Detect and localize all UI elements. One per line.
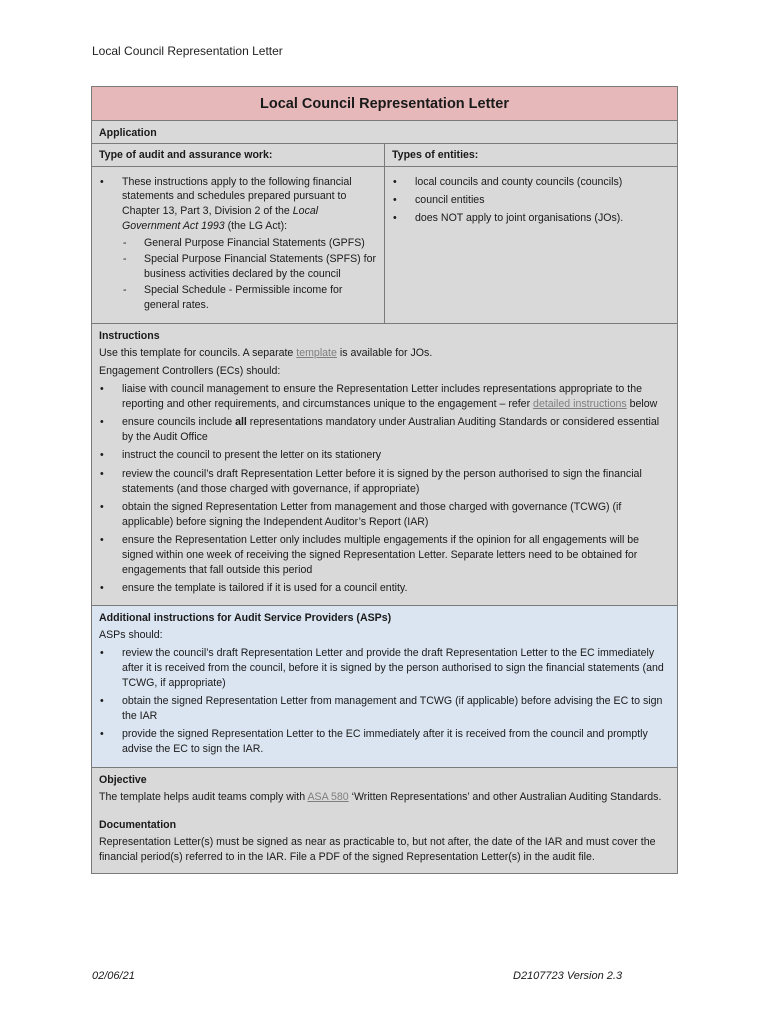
documentation-heading: Documentation	[99, 819, 177, 832]
asa-580-link[interactable]: ASA 580	[307, 790, 349, 803]
footer-date: 02/06/21	[92, 970, 135, 982]
intro-text-end: (the LG Act):	[224, 219, 288, 232]
list-item: • obtain the signed Representation Letter from management and TCWG (if applicable) before advising the EC to sign the IAR	[99, 694, 670, 724]
running-header: Local Council Representation Letter	[92, 44, 283, 58]
objective-text	[92, 790, 677, 805]
list-item: • council entities	[392, 193, 670, 208]
entity-types-body	[385, 167, 677, 236]
intro-text: Use this template for councils. A separate	[99, 347, 297, 360]
audit-work-list	[99, 175, 377, 313]
list-item	[99, 175, 377, 313]
list-item: • ensure the Representation Letter only includes multiple engagements if the opinion for all engagements will be signed within one week of receiving the signed Representation Letter. Separate letters need to be obtained for engagements that fall outside this period	[99, 533, 670, 577]
item-text: ensure councils include	[122, 416, 236, 429]
list-item	[99, 382, 670, 412]
entity-types-column	[385, 143, 677, 323]
list-item: • ensure the template is tailored if it is used for a council entity.	[99, 581, 670, 596]
audit-work-body	[92, 167, 384, 323]
audit-work-heading: Type of audit and assurance work:	[92, 143, 384, 167]
objective-text-start: The template helps audit teams comply with	[99, 790, 308, 803]
instructions-section	[92, 324, 677, 606]
act-name: Local Government Act 1993	[122, 205, 319, 232]
asp-section	[92, 606, 677, 767]
asp-heading: Additional instructions for Audit Service Providers (ASPs)	[99, 612, 392, 625]
application-columns	[92, 143, 677, 323]
list-item: - Special Schedule - Permissible income for general rates.	[122, 283, 377, 313]
ecs-line: Engagement Controllers (ECs) should:	[99, 364, 281, 377]
objective-section	[92, 768, 677, 873]
entity-types-heading: Types of entities:	[385, 143, 677, 167]
jo-template-link[interactable]: template	[296, 347, 337, 360]
asp-intro: ASPs should:	[99, 629, 163, 642]
list-item: • instruct the council to present the letter on its stationery	[99, 448, 670, 463]
document-title: Local Council Representation Letter	[92, 87, 677, 121]
list-item: • local councils and county councils (councils)	[392, 175, 670, 190]
objective-heading: Objective	[99, 773, 147, 786]
documentation-text: Representation Letter(s) must be signed as near as practicable to, but not after, the date of the IAR and must cover the financial period(s) referred to in the IAR. File a PDF of the signed Representation Letter(s) in the audit file.	[99, 836, 656, 864]
item-text-end: representations mandatory under Australian Auditing Standards or considered essential by the Audit Office	[122, 416, 660, 444]
instructions-intro	[92, 346, 677, 361]
item-text: liaise with council management to ensure the Representation Letter includes representations appropriate to the reporting and other requirements, and circumstances unique to the engagement – refer	[122, 383, 642, 411]
application-heading: Application	[99, 127, 157, 139]
footer-version: D2107723 Version 2.3	[513, 970, 623, 982]
ec-instructions-list	[92, 382, 677, 605]
list-item: - Special Purpose Financial Statements (SPFS) for business activities declared by the council	[122, 252, 377, 282]
item-text-end: below	[626, 398, 658, 411]
asp-list	[92, 646, 677, 766]
entity-types-list	[392, 175, 670, 226]
application-section	[92, 121, 677, 324]
emphasis: all	[235, 416, 247, 429]
intro-text: These instructions apply to the following financial statements and schedules prepared pursuant to Chapter 13, Part 3, Division 2 of the	[122, 175, 352, 218]
list-item	[99, 415, 670, 445]
statement-types-list	[122, 236, 377, 313]
instructions-heading: Instructions	[99, 330, 160, 343]
list-item: • does NOT apply to joint organisations (JOs).	[392, 211, 670, 226]
detailed-instructions-link[interactable]: detailed instructions	[533, 398, 627, 411]
instruction-table	[91, 86, 678, 874]
audit-work-column	[92, 143, 385, 323]
list-item: • provide the signed Representation Letter to the EC immediately after it is received from the council and promptly advise the EC to sign the IAR.	[99, 727, 670, 757]
list-item: • obtain the signed Representation Letter from management and those charged with governance (TCWG) (if applicable) before signing the Independent Auditor’s Report (IAR)	[99, 500, 670, 530]
list-item: - General Purpose Financial Statements (GPFS)	[122, 236, 377, 251]
list-item: • review the council’s draft Representation Letter and provide the draft Representation Letter to the EC immediately after it is received from the council, before it is signed by the person authorised to sign the financial statements (and TCWG, if appropriate)	[99, 646, 670, 690]
intro-text-end: is available for JOs.	[336, 347, 433, 360]
objective-text-end: ‘Written Representations’ and other Australian Auditing Standards.	[348, 790, 662, 803]
list-item: • review the council’s draft Representation Letter before it is signed by the person authorised to sign the financial statements (and those charged with governance, if appropriate)	[99, 467, 670, 497]
